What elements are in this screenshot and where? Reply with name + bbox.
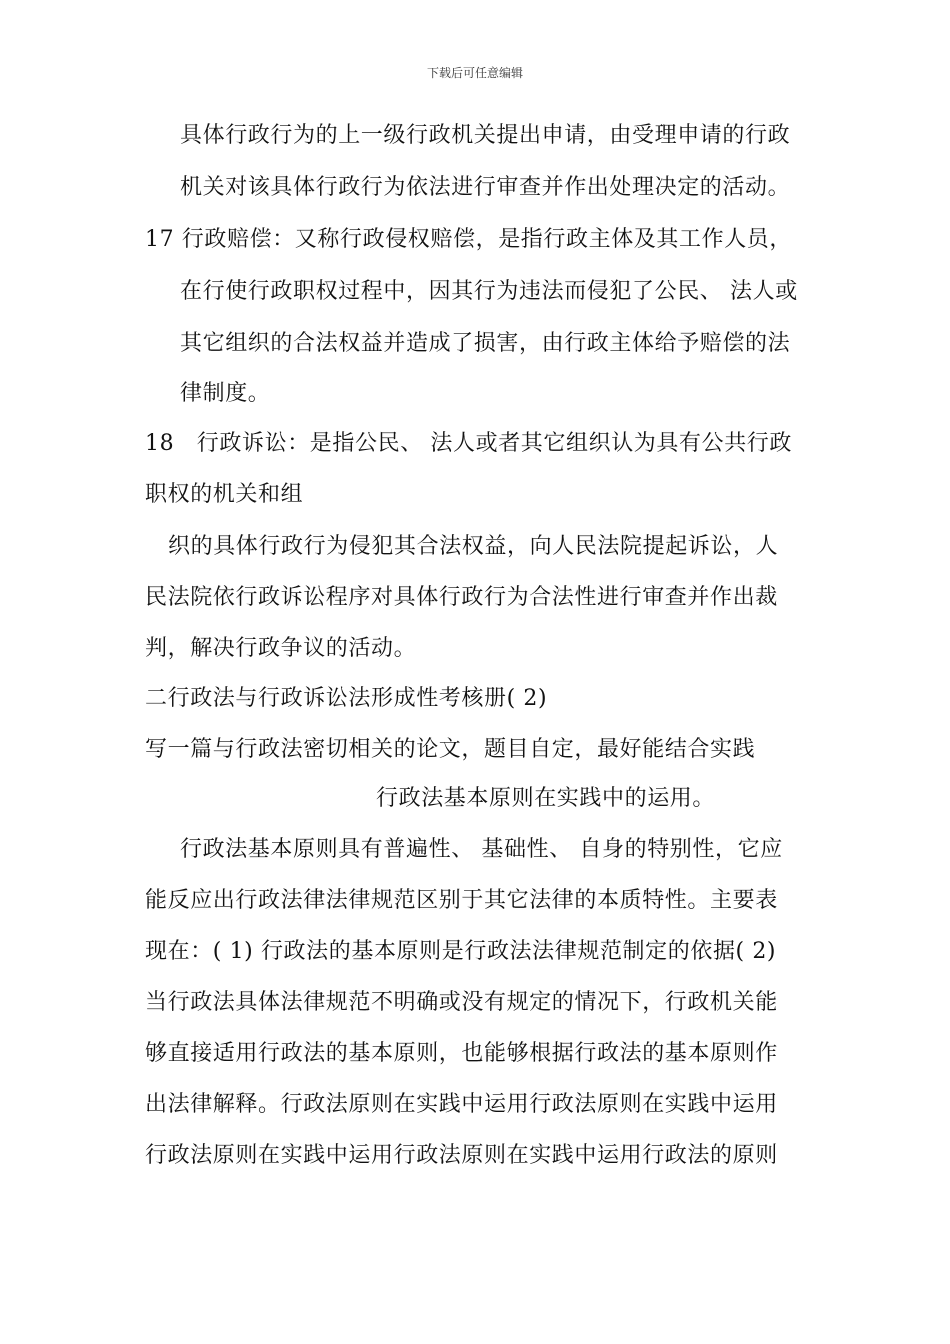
paragraph-line: 18 行政诉讼：是指公民、 法人或者其它组织认为具有公共行政 — [145, 431, 792, 456]
paragraph-line: 行政法原则在实践中运用行政法原则在实践中运用行政法的原则 — [145, 1143, 778, 1168]
paragraph-line: 够直接适用行政法的基本原则，也能够根据行政法的基本原则作 — [145, 1041, 778, 1066]
paragraph-line: 民法院依行政诉讼程序对具体行政行为合法性进行审查并作出裁 — [145, 585, 778, 610]
paragraph-line: 职权的机关和组 — [145, 482, 304, 507]
paragraph-line: 当行政法具体法律规范不明确或没有规定的情况下，行政机关能 — [145, 990, 778, 1015]
paragraph-line: 现在：( 1) 行政法的基本原则是行政法法律规范制定的依据( 2) — [145, 939, 777, 964]
paragraph-line: 行政法基本原则具有普遍性、 基础性、 自身的特别性，它应 — [180, 837, 783, 862]
paragraph-line: 其它组织的合法权益并造成了损害，由行政主体给予赔偿的法 — [180, 331, 791, 356]
essay-title: 行政法基本原则在实践中的运用。 — [376, 786, 716, 811]
paragraph-line: 具体行政行为的上一级行政机关提出申请，由受理申请的行政 — [180, 123, 791, 148]
paragraph-line: 律制度。 — [180, 381, 271, 406]
paragraph-line: 在行使行政职权过程中，因其行为违法而侵犯了公民、 法人或 — [180, 279, 798, 304]
section-heading: 二行政法与行政诉讼法形成性考核册( 2) — [145, 686, 548, 711]
paragraph-line: 机关对该具体行政行为依法进行审查并作出处理决定的活动。 — [180, 175, 791, 200]
paragraph-line: 织的具体行政行为侵犯其合法权益，向人民法院提起诉讼，人 — [168, 534, 779, 559]
paragraph-line: 17 行政赔偿：又称行政侵权赔偿，是指行政主体及其工作人员， — [145, 227, 792, 252]
page-header: 下载后可任意编辑 — [426, 66, 523, 80]
assignment-prompt: 写一篇与行政法密切相关的论文，题目自定，最好能结合实践 — [145, 737, 756, 762]
paragraph-line: 出法律解释。行政法原则在实践中运用行政法原则在实践中运用 — [145, 1092, 778, 1117]
paragraph-line: 能反应出行政法律法律规范区别于其它法律的本质特性。主要表 — [145, 888, 778, 913]
paragraph-line: 判，解决行政争议的活动。 — [145, 636, 417, 661]
